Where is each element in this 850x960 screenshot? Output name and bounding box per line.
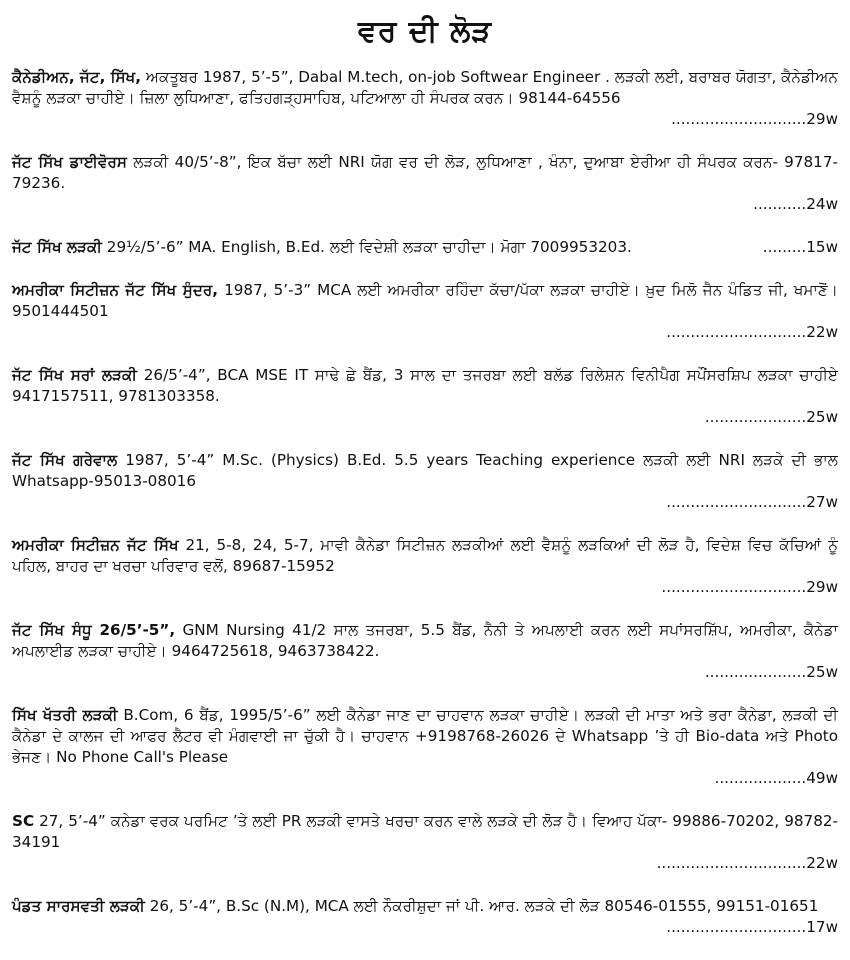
ad-text (12, 620, 838, 662)
ad-heading: ਜੱਟ ਸਿੱਖ ਡਾਈਵੋਰਸ (12, 153, 128, 171)
ad-code: .............................22w (666, 323, 838, 341)
ad-code: .....................25w (704, 408, 838, 426)
ad-code: ..............................29w (661, 578, 838, 596)
ad-heading: ਪੰਡਤ ਸਾਰਸਵਤੀ ਲੜਕੀ (12, 897, 145, 915)
ad-text (12, 811, 838, 853)
ad-body: 26/5’-4”, BCA MSE IT ਸਾਢੇ ਛੇ ਬੈਂਡ, 3 ਸਾਲ ਦਾ ਤਜਰਬਾ ਲਈ ਬਲੱਡ ਰਿਲੇਸ਼ਨ ਵਿਨੀਪੈਗ ਸਪੌਂਸਰਸ਼ਿਪ ਲੜਕਾ ਚਾਹੀਏ 9417157511, 9781303358. (12, 366, 838, 405)
ad-item (12, 450, 838, 513)
ad-heading: ਕੈਨੇਡੀਅਨ, ਜੱਟ, ਸਿੱਖ, (12, 68, 142, 86)
ad-body: 27, 5’-4” ਕਨੇਡਾ ਵਰਕ ਪਰਮਿਟ ’ਤੇ ਲਈ PR ਲੜਕੀ ਵਾਸਤੇ ਖਰਚਾ ਕਰਨ ਵਾਲੇ ਲੜਕੇ ਦੀ ਲੋੜ ਹੈ। ਵਿਆਹ ਪੱਕਾ- 99886-70202, 98782-34191 (12, 812, 838, 851)
ad-body: 1987, 5’-3” MCA ਲਈ ਅਮਰੀਕਾ ਰਹਿੰਦਾ ਕੱਚਾ/ਪੱਕਾ ਲੜਕਾ ਚਾਹੀਏ। ਖ਼ੁਦ ਮਿਲੋ ਜੈਨ ਪੰਡਿਤ ਜੀ, ਖਮਾਣੋਂ। 9501444501 (12, 281, 838, 320)
ad-heading: ਜੱਟ ਸਿੱਖ ਲੜਕੀ (12, 238, 102, 256)
ad-heading: ਅਮਰੀਕਾ ਸਿਟੀਜ਼ਨ ਜੱਟ ਸਿੱਖ ਸੁੰਦਰ, (12, 281, 219, 299)
ad-text (12, 365, 838, 407)
ad-body: 1987, 5’-4” M.Sc. (Physics) B.Ed. 5.5 years Teaching experience ਲੜਕੀ ਲਈ NRI ਲੜਕੇ ਦੀ ਭਾਲ Whatsapp-95013-08016 (12, 451, 838, 490)
ad-code-line (12, 322, 838, 343)
ad-code-line (12, 492, 838, 513)
ad-code-line (12, 109, 838, 130)
ad-body: 29½/5’-6” MA. English, B.Ed. ਲਈ ਵਿਦੇਸ਼ੀ ਲੜਕਾ ਚਾਹੀਦਾ। ਮੋਗਾ 7009953203. (101, 238, 632, 256)
ad-heading: ਸਿੱਖ ਖੱਤਰੀ ਲੜਕੀ (12, 706, 118, 724)
ad-item (12, 280, 838, 343)
ad-text (12, 237, 838, 258)
ad-item (12, 620, 838, 683)
ad-code-line (12, 768, 838, 789)
ad-code-line (12, 853, 838, 874)
ad-body: ਲੜਕੀ 40/5’-8”, ਇਕ ਬੱਚਾ ਲਈ NRI ਯੋਗ ਵਰ ਦੀ ਲੋੜ, ਲੁਧਿਆਣਾ , ਖੰਨਾ, ਦੁਆਬਾ ਏਰੀਆ ਹੀ ਸੰਪਰਕ ਕਰਨ- 97817-79236. (12, 153, 838, 192)
ad-code-line (12, 917, 838, 938)
ads-list (12, 67, 838, 960)
ad-heading: SC (12, 812, 35, 830)
ad-code: .............................17w (666, 918, 838, 936)
ad-item (12, 67, 838, 130)
ad-text (12, 67, 838, 109)
ad-item (12, 896, 838, 938)
ad-code: .....................25w (704, 663, 838, 681)
ad-body: 26, 5’-4”, B.Sc (N.M), MCA ਲਈ ਨੌਕਰੀਸ਼ੁਦਾ ਜਾਂ ਪੀ. ਆਰ. ਲੜਕੇ ਦੀ ਲੋੜ 80546-01555, 99151-01651 (144, 897, 819, 915)
ad-code: ...................49w (714, 769, 838, 787)
ad-code: ...............................22w (656, 854, 838, 872)
ad-body: 21, 5-8, 24, 5-7, ਮਾਵੀ ਕੈਨੇਡਾ ਸਿਟੀਜ਼ਨ ਲੜਕੀਆਂ ਲਈ ਵੈਸ਼ਨੂੰ ਲੜਕਿਆਂ ਦੀ ਲੋੜ ਹੈ, ਵਿਦੇਸ਼ ਵਿਚ ਕੱਚਿਆਂ ਨੂੰ ਪਹਿਲ, ਬਾਹਰ ਦਾ ਖਰਚਾ ਪਰਿਵਾਰ ਵਲੋਂ, 89687-15952 (12, 536, 838, 575)
ad-text (12, 280, 838, 322)
ad-body: GNM Nursing 41/2 ਸਾਲ ਤਜਰਬਾ, 5.5 ਬੈਂਡ, ਨੈਨੀ ਤੇ ਅਪਲਾਈ ਕਰਨ ਲਈ ਸਪਾਂਸਰਸ਼ਿੱਪ, ਅਮਰੀਕਾ, ਕੈਨੇਡਾ ਅਪਲਾਈਡ ਲੜਕਾ ਚਾਹੀਏ। 9464725618, 9463738422. (12, 621, 838, 660)
ad-code: ...........24w (753, 195, 838, 213)
ad-text (12, 896, 838, 917)
ad-heading: ਜੱਟ ਸਿੱਖ ਸੰਧੂ 26/5’-5”, (12, 621, 176, 639)
ad-item (12, 237, 838, 258)
page-title: ਵਰ ਦੀ ਲੋੜ (357, 14, 493, 49)
ad-heading: ਅਮਰੀਕਾ ਸਿਟੀਜ਼ਨ ਜੱਟ ਸਿੱਖ (12, 536, 179, 554)
ad-code-line (12, 407, 838, 428)
ad-item (12, 365, 838, 428)
ad-item (12, 535, 838, 598)
ad-item (12, 152, 838, 215)
ad-code-line (12, 194, 838, 215)
ad-text (12, 152, 838, 194)
ad-body: ਅਕਤੂਬਰ 1987, 5’-5”, Dabal M.tech, on-job Softwear Engineer . ਲੜਕੀ ਲਈ, ਬਰਾਬਰ ਯੋਗਤਾ, ਕੈਨੇਡੀਅਨ ਵੈਸ਼ਨੂੰ ਲੜਕਾ ਚਾਹੀਏ। ਜ਼ਿਲਾ ਲੁਧਿਆਣਾ, ਫਤਿਹਗੜ੍ਹਸਾਹਿਬ, ਪਟਿਆਲਾ ਹੀ ਸੰਪਰਕ ਕਰਨ। 98144-64556 (12, 68, 838, 107)
ad-text (12, 535, 838, 577)
ad-code-line (12, 662, 838, 683)
ad-text (12, 705, 838, 768)
ad-text (12, 450, 838, 492)
ad-body: B.Com, 6 ਬੈਂਡ, 1995/5’-6” ਲਈ ਕੈਨੇਡਾ ਜਾਣ ਦਾ ਚਾਹਵਾਨ ਲੜਕਾ ਚਾਹੀਏ। ਲੜਕੀ ਦੀ ਮਾਤਾ ਅਤੇ ਭਰਾ ਕੈਨੇਡਾ, ਲੜਕੀ ਦੀ ਕੈਨੇਡਾ ਦੇ ਕਾਲਜ ਦੀ ਆਫਰ ਲੈਟਰ ਵੀ ਮੰਗਵਾਈ ਜਾ ਚੁੱਕੀ ਹੈ। ਚਾਹਵਾਨ +9198768-26026 ਦੇ Whatsapp ’ਤੇ ਹੀ Bio-data ਅਤੇ Photo ਭੇਜਣ। No Phone Call's Please (12, 706, 838, 766)
ad-code: .............................27w (666, 493, 838, 511)
ad-heading: ਜੱਟ ਸਿੱਖ ਸਰਾਂ ਲੜਕੀ (12, 366, 137, 384)
ad-code: ............................29w (671, 110, 838, 128)
ad-item (12, 705, 838, 789)
ad-item (12, 811, 838, 874)
ad-code-line (12, 577, 838, 598)
ad-code: .........15w (762, 238, 838, 256)
ad-heading: ਜੱਟ ਸਿੱਖ ਗਰੇਵਾਲ (12, 451, 118, 469)
